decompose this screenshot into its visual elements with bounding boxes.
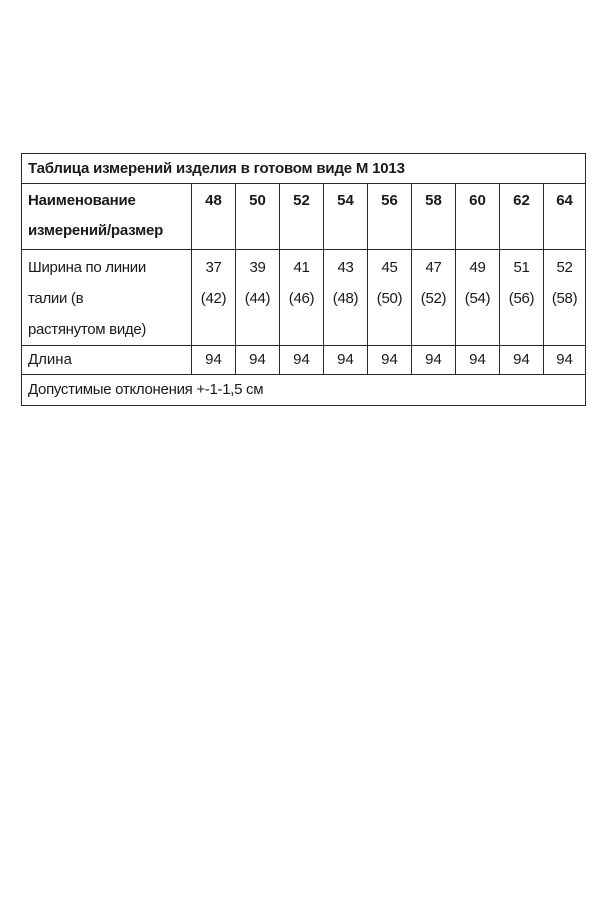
length-value: 94 xyxy=(192,346,236,375)
header-row xyxy=(22,184,586,250)
waist-value: 51 xyxy=(513,259,530,276)
size-header: 56 xyxy=(368,184,412,250)
waist-stretched: (50) xyxy=(376,290,403,307)
waist-value: 41 xyxy=(293,259,310,276)
waist-stretched: (56) xyxy=(508,290,535,307)
size-header: 60 xyxy=(456,184,500,250)
waist-value: 37 xyxy=(205,259,222,276)
size-header: 50 xyxy=(236,184,280,250)
waist-stretched: (44) xyxy=(244,290,271,307)
length-row xyxy=(22,346,586,375)
waist-cell xyxy=(324,250,368,346)
waist-value: 45 xyxy=(381,259,398,276)
waist-cell xyxy=(456,250,500,346)
note-row xyxy=(22,375,586,406)
waist-label-line2: талии (в xyxy=(28,290,84,307)
size-header: 52 xyxy=(280,184,324,250)
length-value: 94 xyxy=(544,346,586,375)
length-label: Длина xyxy=(22,346,192,375)
length-value: 94 xyxy=(500,346,544,375)
length-value: 94 xyxy=(280,346,324,375)
waist-value: 47 xyxy=(425,259,442,276)
waist-cell xyxy=(192,250,236,346)
waist-stretched: (42) xyxy=(200,290,227,307)
waist-label-line1: Ширина по линии xyxy=(28,259,146,276)
tolerance-note: Допустимые отклонения +-1-1,5 см xyxy=(22,375,586,406)
waist-value: 43 xyxy=(337,259,354,276)
waist-cell xyxy=(544,250,586,346)
header-label xyxy=(22,184,192,250)
length-value: 94 xyxy=(236,346,280,375)
size-header: 64 xyxy=(544,184,586,250)
size-header: 58 xyxy=(412,184,456,250)
waist-value: 39 xyxy=(249,259,266,276)
waist-label-line3: растянутом виде) xyxy=(28,321,147,338)
title-row xyxy=(22,154,586,184)
waist-value: 52 xyxy=(556,259,573,276)
size-header: 62 xyxy=(500,184,544,250)
table-title: Таблица измерений изделия в готовом виде М 1013 xyxy=(22,154,586,184)
waist-cell xyxy=(500,250,544,346)
measurement-table xyxy=(21,153,586,406)
waist-cell xyxy=(280,250,324,346)
waist-row xyxy=(22,250,586,346)
waist-cell xyxy=(412,250,456,346)
length-value: 94 xyxy=(324,346,368,375)
length-value: 94 xyxy=(368,346,412,375)
waist-value: 49 xyxy=(469,259,486,276)
waist-cell xyxy=(368,250,412,346)
waist-label xyxy=(22,250,192,346)
size-header: 54 xyxy=(324,184,368,250)
waist-stretched: (58) xyxy=(551,290,578,307)
waist-stretched: (48) xyxy=(332,290,359,307)
waist-stretched: (46) xyxy=(288,290,315,307)
waist-stretched: (52) xyxy=(420,290,447,307)
length-value: 94 xyxy=(456,346,500,375)
size-header: 48 xyxy=(192,184,236,250)
length-value: 94 xyxy=(412,346,456,375)
waist-cell xyxy=(236,250,280,346)
header-label-line2: измерений/размер xyxy=(28,222,164,239)
header-label-line1: Наименование xyxy=(28,192,136,209)
waist-stretched: (54) xyxy=(464,290,491,307)
